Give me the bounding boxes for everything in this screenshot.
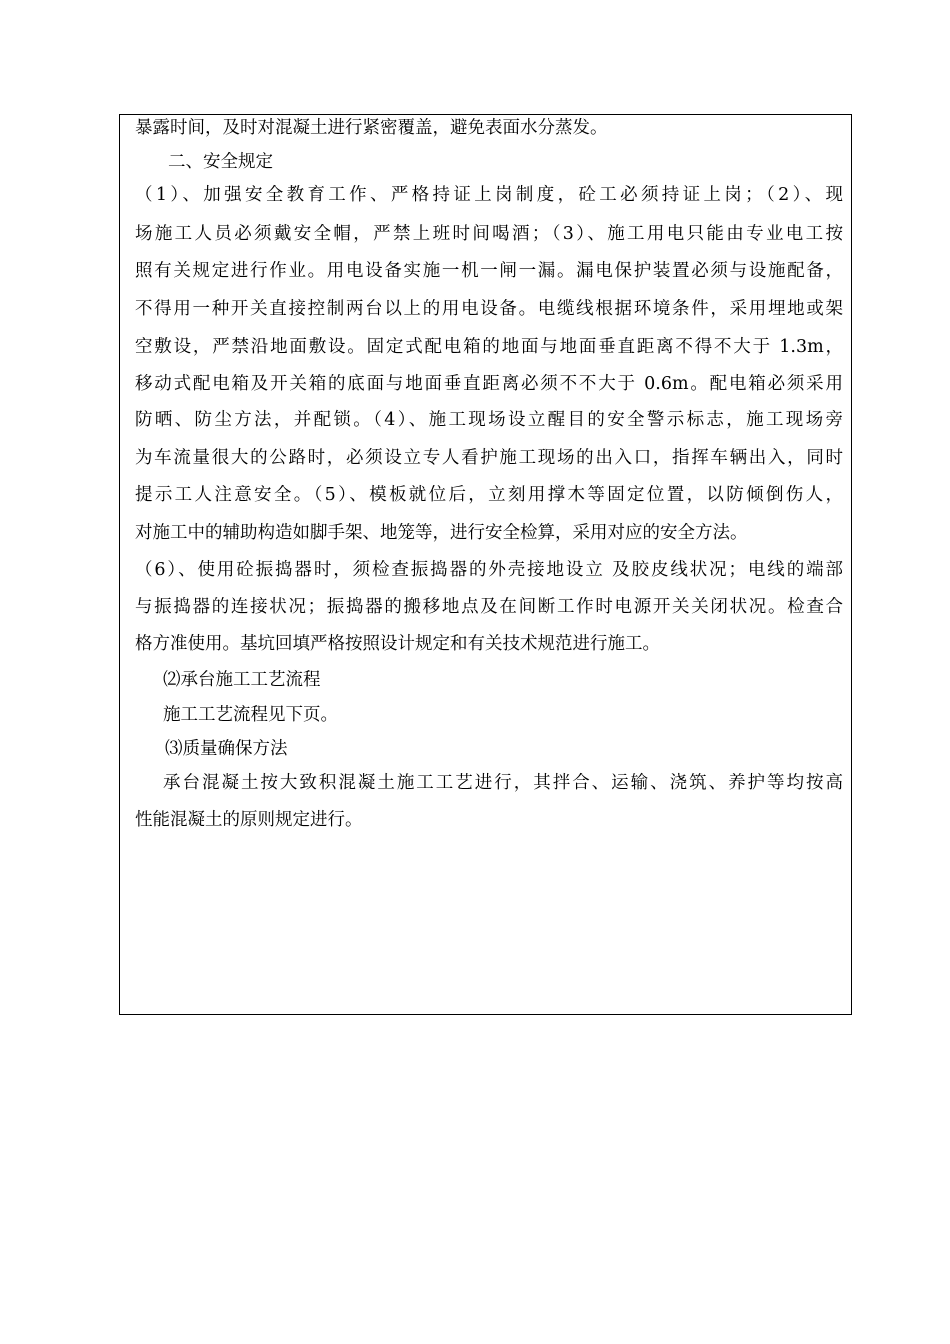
text-line-12: 对施工中的辅助构造如脚手架、地笼等，进行安全检算，采用对应的安全方法。 bbox=[135, 523, 748, 543]
text-line-5: 照有关规定进行作业。用电设备实施一机一闸一漏。漏电保护装置必须与设施配备， bbox=[135, 261, 843, 281]
text-line-3: （1）、加强安全教育工作、严格持证上岗制度，砼工必须持证上岗；（2）、现 bbox=[135, 185, 843, 205]
text-line-1: 暴露时间，及时对混凝土进行紧密覆盖，避免表面水分蒸发。 bbox=[135, 118, 608, 138]
section-heading-safety: 二、安全规定 bbox=[168, 152, 273, 172]
text-line-14: 与振捣器的连接状况；振捣器的搬移地点及在间断工作时电源开关关闭状况。检查合 bbox=[135, 597, 843, 617]
text-line-19: 承台混凝土按大致积混凝土施工工艺进行，其拌合、运输、浇筑、养护等均按高 bbox=[163, 773, 843, 793]
subsection-heading-2: ⑵承台施工工艺流程 bbox=[163, 670, 321, 690]
subsection-heading-3: ⑶质量确保方法 bbox=[165, 739, 288, 759]
text-line-10: 为车流量很大的公路时，必须设立专人看护施工现场的出入口，指挥车辆出入，同时 bbox=[135, 448, 843, 468]
text-line-13: （6）、使用砼振捣器时，须检查振捣器的外壳接地设立 及胶皮线状况；电线的端部 bbox=[135, 560, 843, 580]
text-line-4: 场施工人员必须戴安全帽，严禁上班时间喝酒；（3）、施工用电只能由专业电工按 bbox=[135, 224, 843, 244]
text-line-6: 不得用一种开关直接控制两台以上的用电设备。电缆线根据环境条件，采用埋地或架 bbox=[135, 299, 843, 319]
text-line-11: 提示工人注意安全。（5）、模板就位后，立刻用撑木等固定位置，以防倾倒伤人， bbox=[135, 485, 843, 505]
text-line-8: 移动式配电箱及开关箱的底面与地面垂直距离必须不不大于 0.6m。配电箱必须采用 bbox=[135, 374, 843, 394]
text-line-15: 格方准使用。基坑回填严格按照设计规定和有关技术规范进行施工。 bbox=[135, 634, 660, 654]
text-line-17: 施工工艺流程见下页。 bbox=[163, 705, 338, 725]
text-line-20: 性能混凝土的原则规定进行。 bbox=[135, 810, 363, 830]
text-line-9: 防晒、防尘方法，并配锁。（4）、施工现场设立醒目的安全警示标志，施工现场旁 bbox=[135, 410, 843, 430]
text-line-7: 空敷设，严禁沿地面敷设。固定式配电箱的地面与地面垂直距离不得不大于 1.3m， bbox=[135, 337, 843, 357]
